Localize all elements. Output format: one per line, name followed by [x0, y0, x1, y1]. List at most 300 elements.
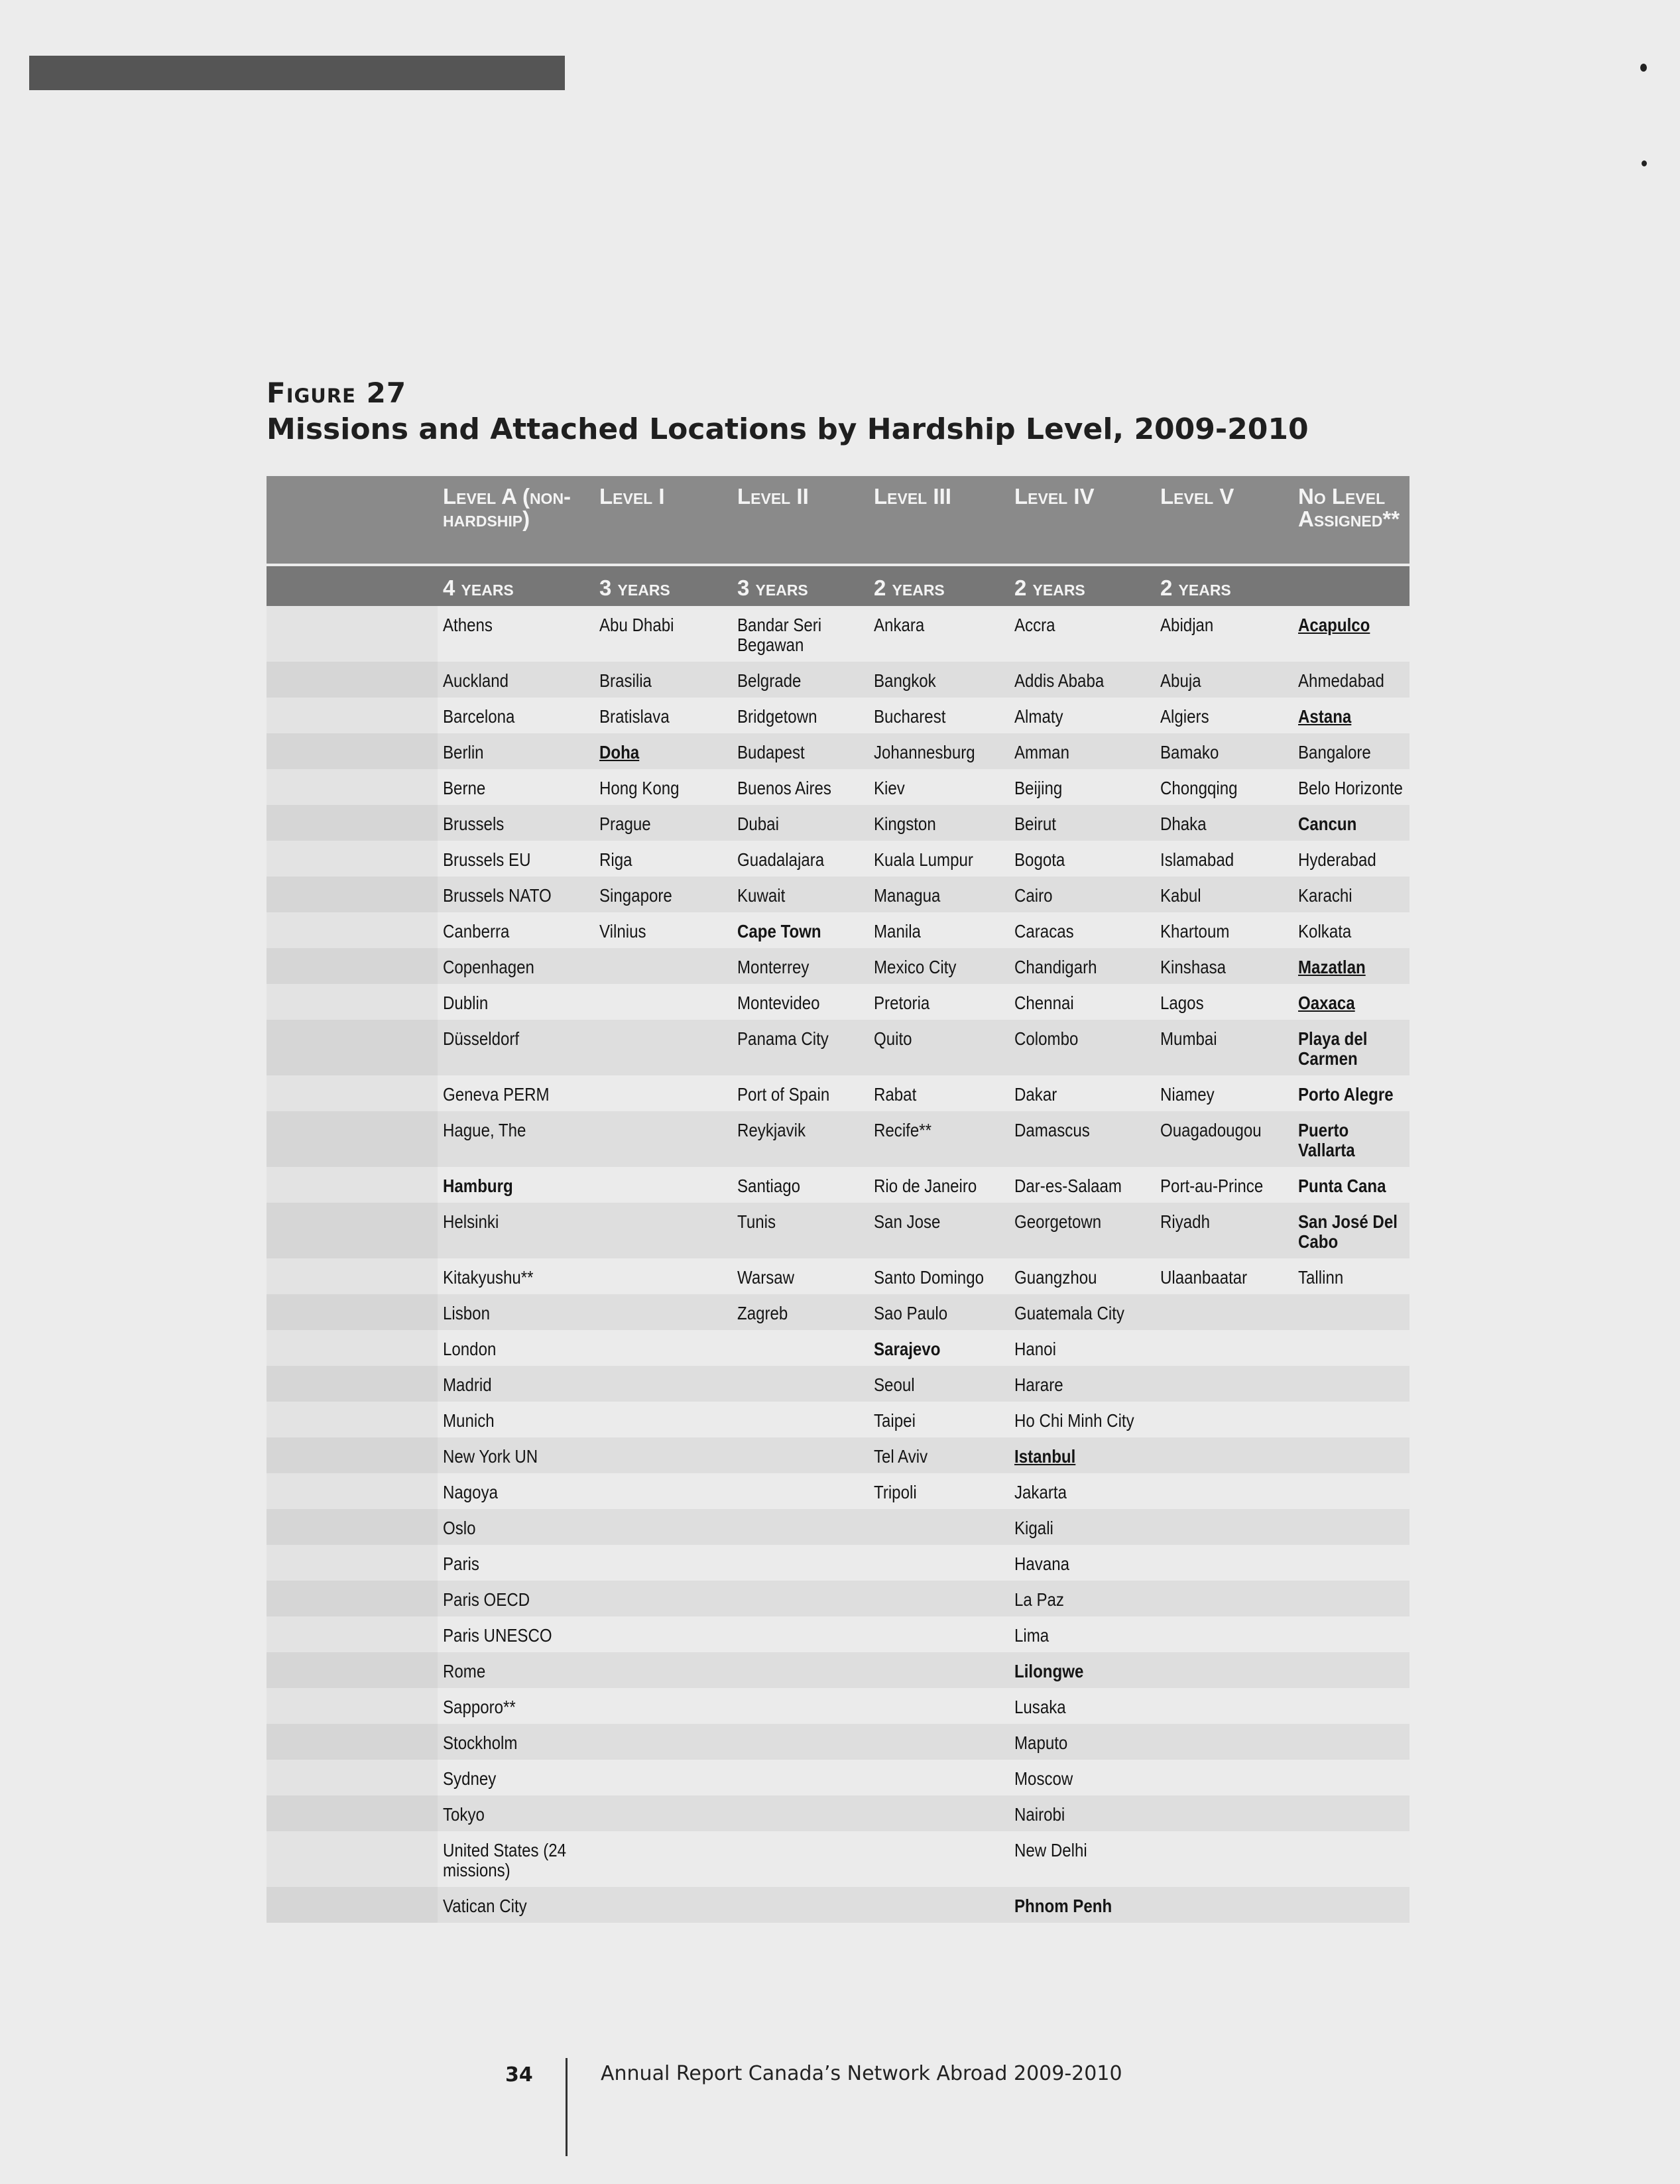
location-name: Port-au-Prince: [1160, 1176, 1264, 1196]
cell-level-a: [438, 1887, 594, 1923]
cell-no-level: [1293, 1075, 1410, 1111]
cell-level-i: [594, 1760, 732, 1795]
location-name: Moscow: [1014, 1768, 1073, 1789]
cell-level-a: [438, 769, 594, 805]
cell-level-iv: [1009, 1330, 1155, 1366]
cell-level-i: [594, 984, 732, 1020]
location-name: Brussels NATO: [443, 885, 552, 906]
cell-no-level: [1293, 948, 1410, 984]
location-name: Almaty: [1014, 706, 1063, 727]
table-row: [267, 698, 1410, 733]
cell-level-ii: [732, 1258, 869, 1294]
location-name: Kinshasa: [1160, 957, 1227, 977]
row-gutter: [267, 1167, 438, 1203]
cell-level-a: [438, 1760, 594, 1795]
cell-level-iii: [869, 948, 1009, 984]
cell-level-ii: [732, 1294, 869, 1330]
location-name: Taipei: [874, 1410, 916, 1431]
cell-level-i: [594, 1688, 732, 1724]
location-name: Brussels EU: [443, 849, 531, 870]
cell-level-iii: [869, 1111, 1009, 1167]
location-name: Ho Chi Minh City: [1014, 1410, 1134, 1431]
location-name: Ahmedabad: [1298, 670, 1384, 691]
cell-level-iv: [1009, 1887, 1155, 1923]
cell-level-ii: [732, 1760, 869, 1795]
cell-level-ii: [732, 1437, 869, 1473]
cell-level-iv: [1009, 1688, 1155, 1724]
cell-level-iii: [869, 805, 1009, 841]
location-name: Panama City: [737, 1028, 829, 1049]
cell-no-level: [1293, 1294, 1410, 1330]
cell-level-iii: [869, 1652, 1009, 1688]
cell-level-v: [1155, 1795, 1293, 1831]
cell-level-ii: [732, 841, 869, 877]
cell-level-a: [438, 1724, 594, 1760]
table-row: [267, 1581, 1410, 1616]
row-gutter: [267, 769, 438, 805]
location-name: Riga: [599, 849, 632, 870]
location-name: Singapore: [599, 885, 672, 906]
cell-level-iv: [1009, 606, 1155, 662]
location-name: Belgrade: [737, 670, 802, 691]
location-name: Abuja: [1160, 670, 1201, 691]
row-gutter: [267, 912, 438, 948]
cell-level-a: [438, 606, 594, 662]
cell-level-v: [1155, 1330, 1293, 1366]
location-name: Lilongwe: [1014, 1661, 1084, 1681]
location-name: Rio de Janeiro: [874, 1176, 977, 1196]
row-gutter: [267, 948, 438, 984]
cell-level-v: [1155, 877, 1293, 912]
cell-level-a: [438, 1616, 594, 1652]
location-name: Acapulco: [1298, 615, 1370, 635]
cell-level-i: [594, 805, 732, 841]
location-name: Budapest: [737, 742, 805, 762]
location-name: Vatican City: [443, 1896, 527, 1916]
cell-level-iii: [869, 1437, 1009, 1473]
location-name: Recife**: [874, 1120, 932, 1140]
header-level-i: Level I: [594, 476, 732, 565]
cell-level-v: [1155, 1294, 1293, 1330]
location-name: Vilnius: [599, 921, 646, 941]
row-gutter: [267, 1760, 438, 1795]
cell-level-a: [438, 1509, 594, 1545]
row-gutter: [267, 1831, 438, 1887]
row-gutter: [267, 1616, 438, 1652]
cell-no-level: [1293, 698, 1410, 733]
cell-level-ii: [732, 1887, 869, 1923]
table-row: [267, 1330, 1410, 1366]
location-name: New York UN: [443, 1446, 538, 1467]
cell-level-ii: [732, 805, 869, 841]
table-body: [267, 606, 1410, 1923]
cell-level-a: [438, 1545, 594, 1581]
location-name: Nairobi: [1014, 1804, 1065, 1825]
cell-level-ii: [732, 698, 869, 733]
location-name: Mexico City: [874, 957, 957, 977]
cell-level-iii: [869, 1366, 1009, 1402]
cell-no-level: [1293, 1688, 1410, 1724]
cell-level-iv: [1009, 1111, 1155, 1167]
cell-level-ii: [732, 1831, 869, 1887]
cell-level-iv: [1009, 1545, 1155, 1581]
location-name: Managua: [874, 885, 941, 906]
location-name: Berlin: [443, 742, 484, 762]
location-name: Kiev: [874, 778, 905, 798]
cell-level-v: [1155, 1831, 1293, 1887]
cell-level-v: [1155, 1167, 1293, 1203]
cell-level-iii: [869, 733, 1009, 769]
cell-level-i: [594, 1724, 732, 1760]
cell-level-iv: [1009, 733, 1155, 769]
cell-level-iv: [1009, 698, 1155, 733]
cell-level-iii: [869, 1616, 1009, 1652]
location-name: Niamey: [1160, 1084, 1215, 1105]
row-gutter: [267, 1652, 438, 1688]
location-name: San José Del Cabo: [1298, 1211, 1398, 1252]
table-row: [267, 1760, 1410, 1795]
location-name: Accra: [1014, 615, 1055, 635]
cell-level-i: [594, 1545, 732, 1581]
table-row: [267, 1167, 1410, 1203]
header-level-a: Level A (non-hardship): [438, 476, 594, 565]
cell-level-v: [1155, 1724, 1293, 1760]
table-row: [267, 841, 1410, 877]
cell-level-iii: [869, 1545, 1009, 1581]
table-row: [267, 1688, 1410, 1724]
table-row: [267, 1545, 1410, 1581]
header-level-iii: Level III: [869, 476, 1009, 565]
cell-level-iii: [869, 1330, 1009, 1366]
cell-level-iv: [1009, 841, 1155, 877]
location-name: Brussels: [443, 814, 505, 834]
location-name: Helsinki: [443, 1211, 499, 1232]
scan-speck: [1642, 160, 1647, 166]
location-name: Warsaw: [737, 1267, 795, 1288]
cell-level-iii: [869, 1831, 1009, 1887]
location-name: Dhaka: [1160, 814, 1207, 834]
cell-no-level: [1293, 1652, 1410, 1688]
location-name: London: [443, 1339, 497, 1359]
location-name: San Jose: [874, 1211, 941, 1232]
table-row: [267, 1258, 1410, 1294]
top-decorative-bar: [29, 56, 565, 90]
location-name: Munich: [443, 1410, 495, 1431]
cell-level-iv: [1009, 948, 1155, 984]
duration-level-i: 3 years: [594, 565, 732, 606]
cell-level-a: [438, 1437, 594, 1473]
location-name: Khartoum: [1160, 921, 1230, 941]
header-no-level: No Level Assigned**: [1293, 476, 1410, 565]
hardship-level-table: [267, 476, 1410, 1923]
cell-level-iv: [1009, 1402, 1155, 1437]
row-gutter: [267, 662, 438, 698]
cell-level-i: [594, 1330, 732, 1366]
row-gutter: [267, 984, 438, 1020]
location-name: Beijing: [1014, 778, 1063, 798]
location-name: Berne: [443, 778, 486, 798]
cell-level-i: [594, 662, 732, 698]
cell-level-ii: [732, 1111, 869, 1167]
cell-no-level: [1293, 1203, 1410, 1258]
cell-level-i: [594, 1616, 732, 1652]
location-name: Phnom Penh: [1014, 1896, 1112, 1916]
cell-level-ii: [732, 984, 869, 1020]
cell-no-level: [1293, 1167, 1410, 1203]
cell-level-i: [594, 1075, 732, 1111]
cell-level-iii: [869, 841, 1009, 877]
cell-no-level: [1293, 805, 1410, 841]
location-name: Porto Alegre: [1298, 1084, 1394, 1105]
location-name: Bogota: [1014, 849, 1065, 870]
cell-level-iv: [1009, 984, 1155, 1020]
duration-gutter: [267, 565, 438, 606]
cell-level-iii: [869, 1581, 1009, 1616]
cell-level-i: [594, 1258, 732, 1294]
location-name: Puerto Vallarta: [1298, 1120, 1355, 1160]
row-gutter: [267, 841, 438, 877]
cell-level-a: [438, 1831, 594, 1887]
cell-level-i: [594, 1887, 732, 1923]
cell-no-level: [1293, 769, 1410, 805]
cell-level-iv: [1009, 1437, 1155, 1473]
table-row: [267, 1473, 1410, 1509]
cell-level-iii: [869, 1258, 1009, 1294]
row-gutter: [267, 877, 438, 912]
location-name: Abu Dhabi: [599, 615, 674, 635]
cell-level-iii: [869, 1795, 1009, 1831]
cell-level-iii: [869, 1760, 1009, 1795]
cell-level-ii: [732, 1724, 869, 1760]
row-gutter: [267, 606, 438, 662]
cell-level-i: [594, 1509, 732, 1545]
location-name: Chennai: [1014, 993, 1074, 1013]
location-name: Tripoli: [874, 1482, 917, 1502]
cell-no-level: [1293, 1473, 1410, 1509]
table-row: [267, 984, 1410, 1020]
cell-level-iii: [869, 698, 1009, 733]
location-name: Havana: [1014, 1553, 1070, 1574]
location-name: Oaxaca: [1298, 993, 1355, 1013]
cell-level-iv: [1009, 1473, 1155, 1509]
location-name: Maputo: [1014, 1732, 1068, 1753]
cell-level-a: [438, 912, 594, 948]
duration-level-a: 4 years: [438, 565, 594, 606]
location-name: Nagoya: [443, 1482, 499, 1502]
row-gutter: [267, 1724, 438, 1760]
location-name: Pretoria: [874, 993, 930, 1013]
cell-no-level: [1293, 1581, 1410, 1616]
cell-level-i: [594, 733, 732, 769]
table-row: [267, 662, 1410, 698]
cell-level-a: [438, 662, 594, 698]
location-name: Jakarta: [1014, 1482, 1067, 1502]
cell-level-a: [438, 805, 594, 841]
cell-level-iii: [869, 1203, 1009, 1258]
row-gutter: [267, 1258, 438, 1294]
table-row: [267, 1831, 1410, 1887]
cell-level-iii: [869, 912, 1009, 948]
cell-level-i: [594, 1203, 732, 1258]
cell-level-i: [594, 1167, 732, 1203]
cell-no-level: [1293, 877, 1410, 912]
location-name: Istanbul: [1014, 1446, 1076, 1467]
cell-level-v: [1155, 1366, 1293, 1402]
cell-level-v: [1155, 1437, 1293, 1473]
location-name: Bandar Seri Begawan: [737, 615, 822, 655]
cell-level-ii: [732, 1402, 869, 1437]
cell-level-a: [438, 1473, 594, 1509]
cell-level-v: [1155, 984, 1293, 1020]
location-name: Colombo: [1014, 1028, 1079, 1049]
location-name: Madrid: [443, 1374, 492, 1395]
location-name: Lagos: [1160, 993, 1204, 1013]
cell-no-level: [1293, 984, 1410, 1020]
cell-no-level: [1293, 1831, 1410, 1887]
cell-level-iii: [869, 769, 1009, 805]
cell-level-iv: [1009, 1581, 1155, 1616]
cell-level-iv: [1009, 1831, 1155, 1887]
location-name: Prague: [599, 814, 651, 834]
duration-level-iv: 2 years: [1009, 565, 1155, 606]
cell-level-ii: [732, 1509, 869, 1545]
cell-level-a: [438, 841, 594, 877]
cell-level-iv: [1009, 805, 1155, 841]
location-name: United States (24 missions): [443, 1840, 567, 1880]
cell-level-iv: [1009, 662, 1155, 698]
cell-level-a: [438, 1688, 594, 1724]
location-name: Dublin: [443, 993, 489, 1013]
cell-no-level: [1293, 912, 1410, 948]
location-name: Amman: [1014, 742, 1069, 762]
location-name: Quito: [874, 1028, 912, 1049]
table-row: [267, 1366, 1410, 1402]
location-name: Kuwait: [737, 885, 786, 906]
cell-level-i: [594, 1020, 732, 1075]
location-name: Belo Horizonte: [1298, 778, 1403, 798]
location-name: Mazatlan: [1298, 957, 1366, 977]
cell-level-iv: [1009, 912, 1155, 948]
cell-level-ii: [732, 1545, 869, 1581]
location-name: Tunis: [737, 1211, 776, 1232]
cell-level-iii: [869, 877, 1009, 912]
location-name: Rome: [443, 1661, 486, 1681]
location-name: Guangzhou: [1014, 1267, 1097, 1288]
cell-no-level: [1293, 662, 1410, 698]
location-name: Beirut: [1014, 814, 1056, 834]
row-gutter: [267, 1203, 438, 1258]
row-gutter: [267, 698, 438, 733]
cell-level-v: [1155, 1616, 1293, 1652]
location-name: Ankara: [874, 615, 925, 635]
location-name: Bridgetown: [737, 706, 817, 727]
cell-level-v: [1155, 1020, 1293, 1075]
row-gutter: [267, 1402, 438, 1437]
cell-level-a: [438, 733, 594, 769]
location-name: Chandigarh: [1014, 957, 1097, 977]
row-gutter: [267, 1111, 438, 1167]
table-row: [267, 1294, 1410, 1330]
cell-level-iv: [1009, 1020, 1155, 1075]
location-name: Brasilia: [599, 670, 652, 691]
cell-level-a: [438, 1795, 594, 1831]
cell-level-i: [594, 877, 732, 912]
location-name: Stockholm: [443, 1732, 518, 1753]
cell-level-v: [1155, 1887, 1293, 1923]
location-name: Kolkata: [1298, 921, 1352, 941]
location-name: Zagreb: [737, 1303, 788, 1323]
cell-level-iv: [1009, 1167, 1155, 1203]
location-name: Bangalore: [1298, 742, 1371, 762]
row-gutter: [267, 1887, 438, 1923]
location-name: Hong Kong: [599, 778, 680, 798]
table-row: [267, 912, 1410, 948]
cell-level-iii: [869, 1075, 1009, 1111]
table-row: [267, 1652, 1410, 1688]
cell-no-level: [1293, 1258, 1410, 1294]
table-row: [267, 1887, 1410, 1923]
location-name: Sarajevo: [874, 1339, 941, 1359]
location-name: Doha: [599, 742, 640, 762]
table-row: [267, 948, 1410, 984]
header-gutter: [267, 476, 438, 565]
location-name: New Delhi: [1014, 1840, 1087, 1860]
cell-no-level: [1293, 1366, 1410, 1402]
footer-publication: Annual Report Canada’s Network Abroad 2009-2010: [601, 2062, 1122, 2085]
header-level-ii: Level II: [732, 476, 869, 565]
cell-level-i: [594, 1402, 732, 1437]
location-name: Tokyo: [443, 1804, 485, 1825]
location-name: Lima: [1014, 1625, 1050, 1646]
duration-header-row: [267, 565, 1410, 606]
location-name: Bamako: [1160, 742, 1219, 762]
cell-level-i: [594, 948, 732, 984]
location-name: Hague, The: [443, 1120, 526, 1140]
cell-level-ii: [732, 948, 869, 984]
table-row: [267, 1020, 1410, 1075]
duration-level-v: 2 years: [1155, 565, 1293, 606]
cell-level-ii: [732, 1652, 869, 1688]
cell-level-i: [594, 769, 732, 805]
cell-no-level: [1293, 1545, 1410, 1581]
table-row: [267, 1509, 1410, 1545]
location-name: Chongqing: [1160, 778, 1238, 798]
cell-level-ii: [732, 1473, 869, 1509]
location-name: Mumbai: [1160, 1028, 1217, 1049]
cell-level-iv: [1009, 877, 1155, 912]
cell-level-v: [1155, 769, 1293, 805]
cell-level-iii: [869, 984, 1009, 1020]
cell-no-level: [1293, 1020, 1410, 1075]
location-name: Santo Domingo: [874, 1267, 984, 1288]
row-gutter: [267, 1294, 438, 1330]
cell-level-ii: [732, 1330, 869, 1366]
cell-level-ii: [732, 1167, 869, 1203]
cell-level-a: [438, 877, 594, 912]
cell-no-level: [1293, 1509, 1410, 1545]
location-name: Ouagadougou: [1160, 1120, 1262, 1140]
table-row: [267, 1203, 1410, 1258]
cell-level-i: [594, 606, 732, 662]
location-name: Ulaanbaatar: [1160, 1267, 1248, 1288]
duration-level-iii: 2 years: [869, 565, 1009, 606]
table-row: [267, 1111, 1410, 1167]
cell-level-a: [438, 1167, 594, 1203]
location-name: Hamburg: [443, 1176, 513, 1196]
scan-speck: [1640, 64, 1647, 72]
table-row: [267, 769, 1410, 805]
location-name: Kuala Lumpur: [874, 849, 973, 870]
